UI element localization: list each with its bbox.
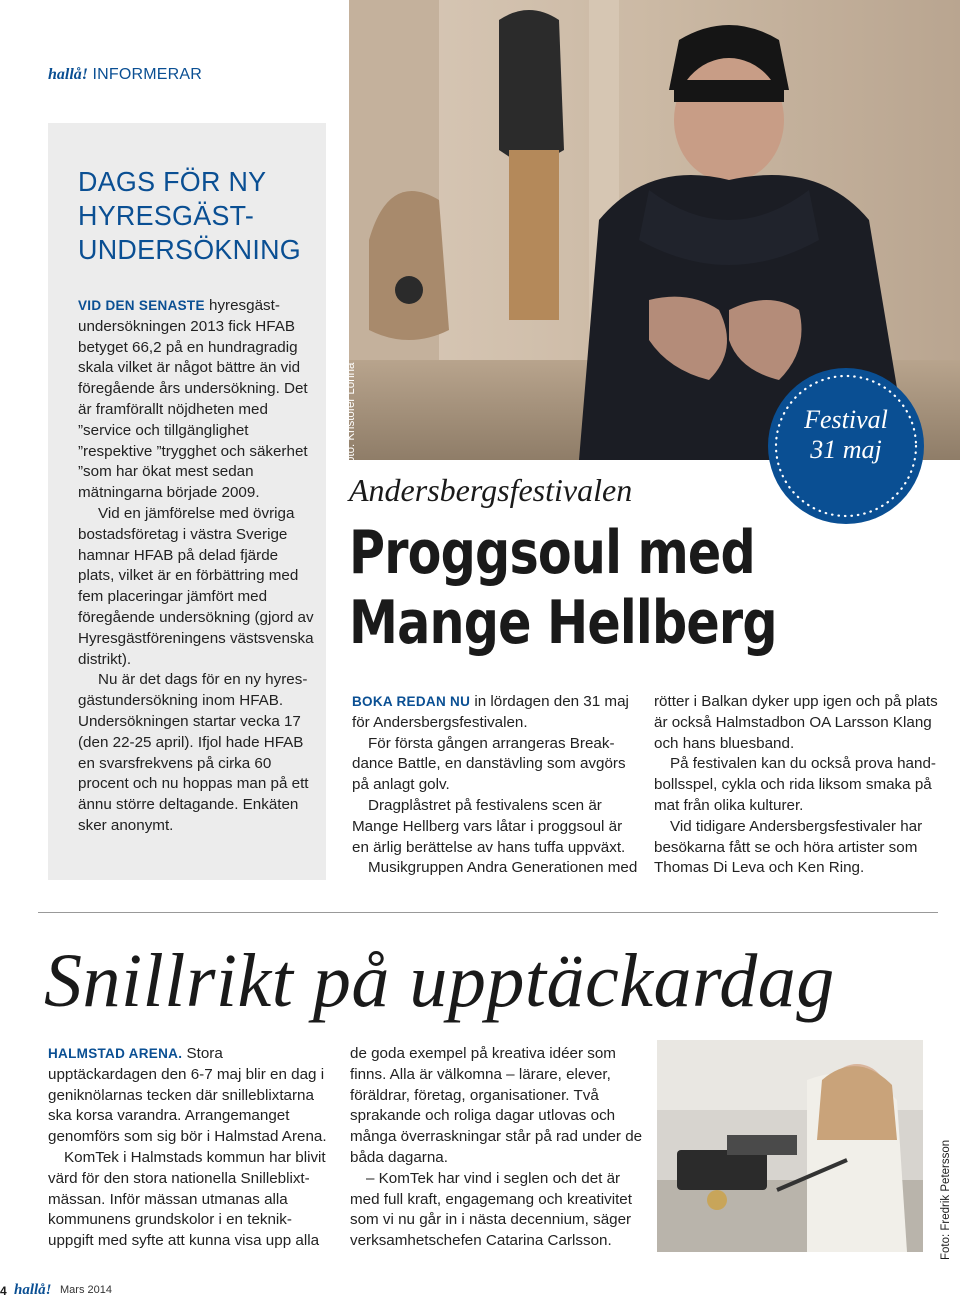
- survey-title: [78, 165, 308, 267]
- festival-badge-text: [766, 405, 926, 465]
- snillrikt-paragraph: – KomTek har vind i seglen och det är med full kraft, engagemang och kreativitet som vi nu går in i nästa decennium, säger verksamhetschefen Catarina Carlsson.: [350, 1169, 632, 1250]
- survey-sidebar: [48, 123, 326, 880]
- survey-paragraph: Nu är det dags för en ny hyresgästundersökning inom HFAB. Undersökningen startar vecka 17 (den 22-25 april). Ifjol hade HFAB en svarsfrekvens på cirka 60 procent och nu hoppas man på ett ännu större deltagande. Enkäten sker anonymt.: [78, 671, 309, 834]
- festival-paragraph: [352, 692, 642, 734]
- festival-column-2: [654, 692, 944, 879]
- badge-line: Festival: [804, 405, 888, 434]
- snillrikt-paragraph: [48, 1044, 328, 1148]
- festival-lead: BOKA REDAN NU: [352, 694, 471, 709]
- festival-column-1: [352, 692, 642, 879]
- photo-credit-text: Foto: Kristofer Lönnå: [345, 362, 357, 470]
- survey-paragraph: [78, 296, 316, 504]
- section-divider: [38, 912, 938, 913]
- festival-paragraph: rötter i Balkan dyker upp igen och på plats är också Halmstadbon OA Larsson Klang och hans bluesband.: [654, 693, 938, 752]
- festival-headline: [349, 518, 833, 658]
- workshop-photo-credit: [940, 1130, 958, 1260]
- child-soldering-illustration: [657, 1040, 923, 1252]
- festival-headline-line: Proggsoul med: [349, 518, 755, 588]
- festival-paragraph: Vid tidigare Andersbergsfestivaler har besökarna fått se och höra artister som Thomas Di Leva och Ken Ring.: [654, 817, 923, 877]
- survey-paragraph: Vid en jämförelse med övriga bostadsföretag i västra Sverige hamnar HFAB på delad fjärde plats, vilket är en förbättring med fem placeringar jämfört med föregående undersökning (gjord av Hyresgästföreningens västsvenska distrikt).: [78, 504, 314, 668]
- festival-text: in lördagen den 31 maj för Andersbergsfestivalen.: [352, 693, 629, 731]
- brand-logo: hallå!: [48, 66, 89, 83]
- snillrikt-text: Stora upptäckardagen den 6-7 maj blir en dag i geniknölarnas tecken där snilleblixtarna ska korsa varandra. Arrangemanget genomförs som sig bör i Halmstad Arena.: [48, 1045, 327, 1146]
- survey-title-line: UNDERSÖKNING: [78, 234, 302, 265]
- snillrikt-headline: Snillrikt på upptäckardag: [44, 939, 835, 1023]
- snillrikt-lead: HALMSTAD ARENA.: [48, 1046, 183, 1061]
- survey-body: [78, 296, 316, 837]
- snillrikt-column-1: [48, 1044, 328, 1252]
- workshop-photo-credit-text: Foto: Fredrik Petersson: [940, 1139, 952, 1260]
- festival-paragraph: För första gången arrangeras Breakdance Battle, en danstävling som avgörs på anlagt golv.: [352, 734, 626, 794]
- snillrikt-column-2: [350, 1044, 650, 1252]
- survey-title-line: DAGS FÖR NY: [78, 166, 267, 197]
- footer-brand: hallå!: [14, 1282, 52, 1298]
- festival-paragraph: Musikgruppen Andra Generationen med: [368, 859, 638, 877]
- workshop-photo: [657, 1040, 923, 1252]
- survey-title-line: HYRESGÄST-: [78, 200, 255, 231]
- photo-credit: [345, 340, 365, 470]
- page-number: 4: [0, 1284, 7, 1298]
- survey-lead: VID DEN SENASTE: [78, 298, 205, 313]
- section-header: [48, 66, 202, 84]
- survey-text: hyresgästundersökningen 2013 fick HFAB betyget 66,2 på en hundragradig skala vilket är något bättre än vid föregående års undersökning. Det är framförallt nöjdheten med ”service och tillgänglighet ”respektive ”trygghet och säkerhet ”som har ökat mest sedan mätningarna började 2009.: [78, 297, 308, 502]
- issue-date: Mars 2014: [60, 1284, 112, 1296]
- festival-kicker: Andersbergsfestivalen: [349, 472, 633, 508]
- snillrikt-paragraph: KomTek i Halmstads kommun har blivit värd för den stora nationella Snilleblixtmässan. Inför mässan utmanas alla kommunens grundskolor i en teknikuppgift med syfte att kunna visa upp alla: [48, 1148, 326, 1250]
- snillrikt-paragraph: de goda exempel på kreativa idéer som finns. Alla är välkomna – lärare, elever, föräldrar, företag, organisationer. Två sprakande och roliga dagar utlovas och många överraskningar står på rad under de båda dagarna.: [350, 1045, 643, 1166]
- festival-headline-line: Mange Hellberg: [349, 588, 777, 658]
- badge-line: 31 maj: [810, 435, 882, 464]
- festival-paragraph: Dragplåstret på festivalens scen är Mange Hellberg vars låtar i proggsoul är en ärlig berättelse av hans tuffa uppväxt.: [352, 796, 626, 856]
- festival-paragraph: På festivalen kan du också prova handbollsspel, cykla och rida liksom smaka på mat från olika kulturer.: [654, 755, 936, 814]
- section-label: INFORMERAR: [92, 66, 203, 83]
